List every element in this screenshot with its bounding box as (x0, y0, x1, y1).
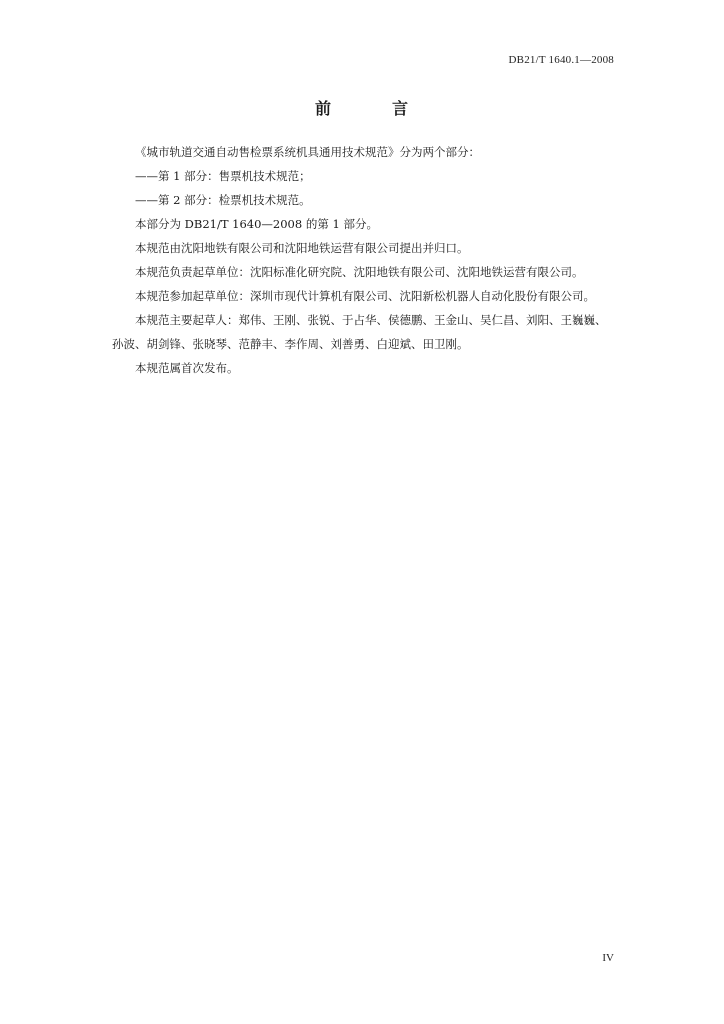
title-char-2: 言 (392, 99, 410, 118)
first-release-paragraph: 本规范属首次发布。 (135, 361, 239, 375)
lead-drafter-paragraph: 本规范负责起草单位：沈阳标准化研究院、沈阳地铁有限公司、沈阳地铁运营有限公司。 (135, 265, 584, 279)
proposer-paragraph: 本规范由沈阳地铁有限公司和沈阳地铁运营有限公司提出并归口。 (135, 241, 469, 255)
this-part-paragraph: 本部分为 DB21/T 1640—2008 的第 1 部分。 (135, 217, 378, 231)
title-char-1: 前 (314, 99, 332, 118)
drafters-paragraph: 本规范主要起草人：郑伟、王刚、张锐、于占华、侯德鹏、王金山、吴仁昌、刘阳、王巍巍、孙波、胡剑锋、张晓琴、范静丰、李作周、刘善勇、白迎斌、田卫刚。 (112, 313, 607, 351)
document-code: DB21/T 1640.1—2008 (508, 54, 614, 66)
participants-paragraph: 本规范参加起草单位：深圳市现代计算机有限公司、沈阳新松机器人自动化股份有限公司。 (135, 289, 595, 303)
page-title (0, 96, 724, 119)
intro-paragraph: 《城市轨道交通自动售检票系统机具通用技术规范》分为两个部分： (135, 145, 480, 159)
foreword-body (112, 140, 615, 380)
page-number: IV (602, 952, 614, 964)
part1-list-item: ——第 1 部分：售票机技术规范； (135, 169, 311, 183)
part2-list-item: ——第 2 部分：检票机技术规范。 (135, 193, 311, 207)
